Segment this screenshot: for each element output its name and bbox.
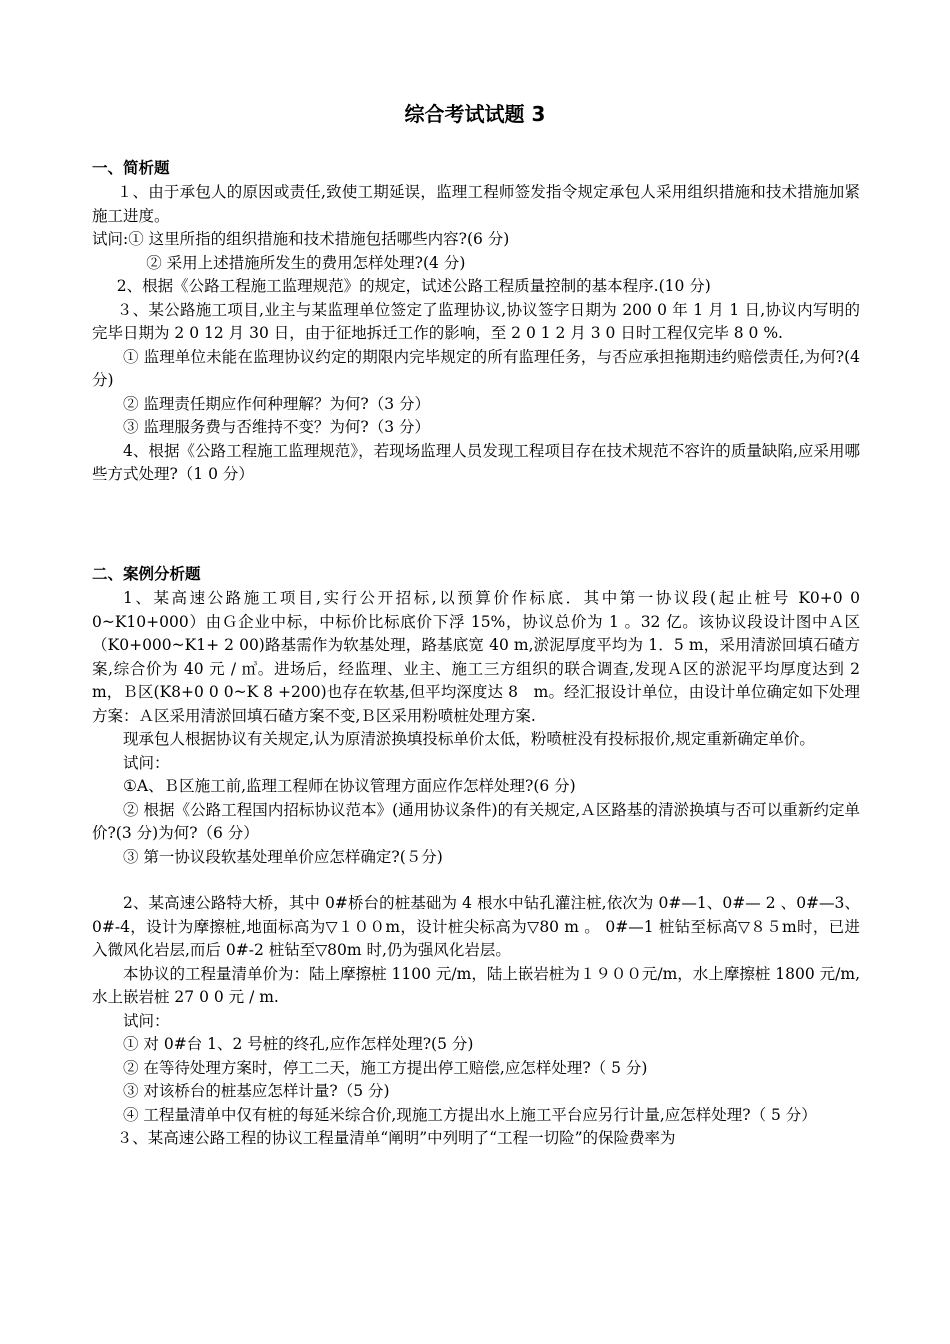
case-paragraph: 本协议的工程量清单价为：陆上摩擦桩 1100 元/m，陆上嵌岩桩为１９００元/m，水上摩擦桩 1800 元/m,水上嵌岩桩 27 0 0 元 / m. <box>92 964 860 1006</box>
section-case-body <box>92 587 876 1151</box>
question-item: ② 在等待处理方案时，停工二天，施工方提出停工赔偿,应怎样处理?（ 5 分) <box>123 1058 648 1077</box>
question-item: ② 根据《公路工程国内招标协议范本》(通用协议条件)的有关规定,Ａ区路基的清淤换填与否可以重新约定单价?(3 分)为何?（6 分） <box>92 800 860 842</box>
question-paragraph: ３、某公路施工项目,业主与某监理单位签定了监理协议,协议签字日期为 200 0 年 1 月 1 日,协议内写明的完毕日期为 2 0 12 月 30 日，由于征地拆迁工作的影响，至 2 0 1 2 月 3 0 日时工程仅完毕 8 0 %. <box>92 300 860 342</box>
question-item: ③ 监理服务费与否维持不变？为何?（3 分） <box>123 418 431 436</box>
question-paragraph: 4、根据《公路工程施工监理规范》，若现场监理人员发现工程项目存在技术规范不容许的质量缺陷,应采用哪些方式处理?（1 0 分） <box>92 441 860 483</box>
section-heading-analysis: 一、简析题 <box>92 159 170 177</box>
case-paragraph: 现承包人根据协议有关规定,认为原清淤换填投标单价太低，粉喷桩没有投标报价,规定重新确定单价。 <box>123 730 815 748</box>
blank-line <box>92 869 860 892</box>
question-item: ③ 第一协议段软基处理单价应怎样确定?(５分) <box>123 847 443 866</box>
question-prompt: 试问:① 这里所指的组织措施和技术措施包括哪些内容?(6 分) <box>92 230 510 248</box>
question-item: ② 监理责任期应作何种理解？为何?（3 分） <box>123 394 431 413</box>
question-item: ② 采用上述措施所发生的费用怎样处理?(4 分) <box>146 253 466 272</box>
question-item: ① 监理单位未能在监理协议约定的期限内完毕规定的所有监理任务，与否应承担拖期违约赔偿责任,为何?(4 分) <box>92 347 860 389</box>
section-heading-case: 二、案例分析题 <box>92 565 201 583</box>
question-item: ④ 工程量清单中仅有桩的每延米综合价,现施工方提出水上施工平台应另行计量,应怎样处理?（ 5 分） <box>123 1105 817 1124</box>
section-analysis-body <box>92 181 860 487</box>
question-paragraph: 2、根据《公路工程施工监理规范》的规定，试述公路工程质量控制的基本程序.(10 分) <box>116 277 711 295</box>
question-item: ③ 对该桥台的桩基应怎样计量?（5 分) <box>123 1082 390 1100</box>
case-paragraph: 2、某高速公路特大桥，其中 0#桥台的桩基础为 4 根水中钻孔灌注桩,依次为 0#—1、0#— 2 、0#—3、0#-4，设计为摩擦桩,地面标高为▽１００m，设计桩尖标高为▽80 m 。 0#—1 桩钻至标高▽８５m时，已进入微风化岩层,而后 0#-2 桩钻至▽80m 时,仍为强风化岩层。 <box>92 894 860 959</box>
question-item: ①A、Ｂ区施工前,监理工程师在协议管理方面应作怎样处理?(6 分) <box>123 777 576 795</box>
case-paragraph: 1、某高速公路施工项目,实行公开招标,以预算价作标底．其中第一协议段(起止桩号 K0+0 0 0~K10+000）由Ｇ企业中标，中标价比标底价下浮 15%，协议总价为 1 。32 亿。该协议段设计图中Ａ区（K0+000~K1+ 2 00)路基需作为软基处理，路基底宽 40 m,淤泥厚度平均为 1．5 m，采用清淤回填石碴方案,综合价为 40 元 / ㎥。进场后，经监理、业主、施工三方组织的联合调查,发现Ａ区的淤泥平均厚度达到 2 m，Ｂ区(K8+0 0 0~K 8 +200)也存在软基,但平均深度达 8 m。经汇报设计单位，由设计单位确定如下处理方案：Ａ区采用清淤回填石碴方案不变,Ｂ区采用粉喷桩处理方案. <box>92 589 876 725</box>
case-paragraph: ３、某高速公路工程的协议工程量清单“阐明”中列明了“工程一切险”的保险费率为 <box>116 1129 676 1147</box>
question-prompt: 试问： <box>123 753 170 772</box>
question-prompt: 试问： <box>123 1011 170 1030</box>
question-item: ① 对 0#台 1、2 号桩的终孔,应作怎样处理?(5 分) <box>123 1035 474 1053</box>
question-paragraph: １、由于承包人的原因或责任,致使工期延误，监理工程师签发指令规定承包人采用组织措施和技术措施加紧施工进度。 <box>92 183 860 225</box>
page-title: 综合考试试题 3 <box>404 102 546 126</box>
